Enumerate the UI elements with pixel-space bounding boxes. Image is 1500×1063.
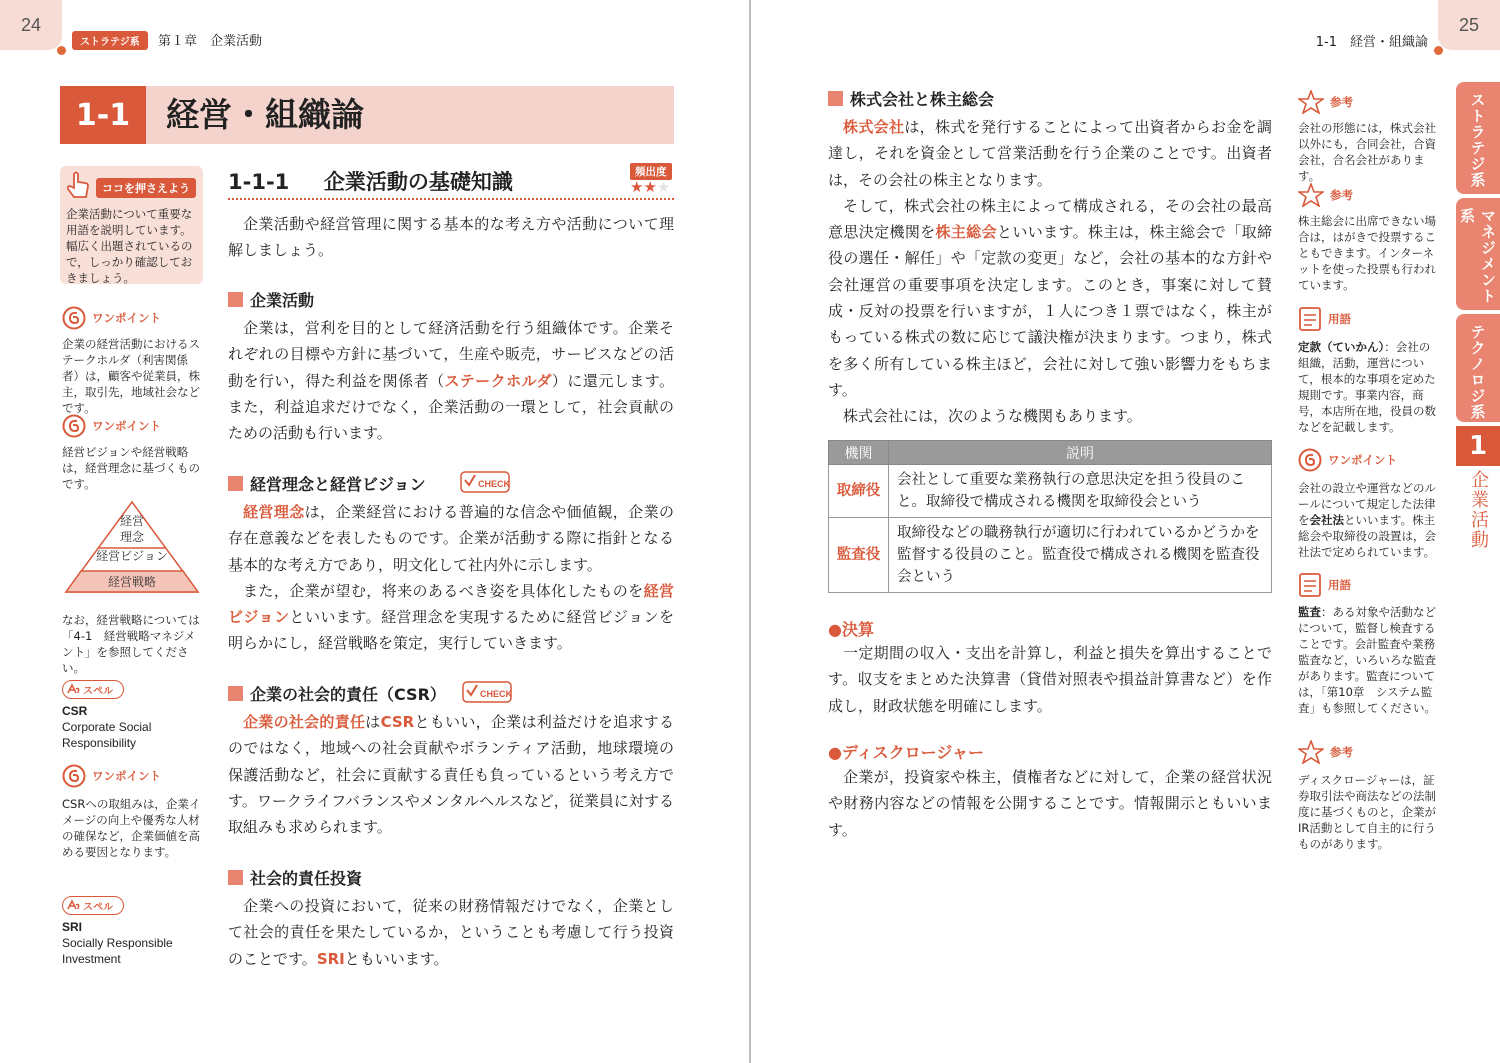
spell-label: スペル [83, 686, 113, 697]
sanko-text-2: 株主総会に出席できない場合は，はがきで投票することもできます。インターネットを使った投票も行われています。 [1298, 214, 1436, 292]
pyramid-label-middle: 経営ビジョン [96, 549, 168, 563]
heading-kabushiki-gaisha: 株式会社と株主総会 [828, 87, 994, 110]
pointing-hand-icon [64, 170, 92, 200]
koko-text: 企業活動について重要な用語を説明しています。幅広く出題されているので，しっかり確認しておきましょう。 [66, 207, 193, 285]
spell-abbr-csr: CSR [62, 704, 88, 718]
table-row [829, 465, 1272, 518]
category-badge: ストラテジ系 [72, 31, 148, 50]
sanko-label: 参考 [1330, 95, 1353, 109]
section-band [60, 86, 674, 144]
spell-tag [62, 680, 124, 699]
table-header-row [829, 441, 1272, 465]
intro-paragraph: 企業活動や経営管理に関する基本的な考え方や活動について理解しましょう。 [228, 215, 674, 260]
sanko-heading [1298, 183, 1353, 207]
sanko-heading [1298, 90, 1353, 114]
section-title: 経営・組織論 [166, 95, 364, 134]
chapter-header: 第１章 企業活動 [158, 34, 263, 49]
onepoint-icon [62, 306, 86, 330]
tab-strategy[interactable]: ストラテジ系 [1456, 82, 1500, 194]
paragraph-disclosure: 企業が，投資家や株主，債権者などに対して，企業の経営状況や財務内容などの情報を公開することです。情報開示ともいいます。 [828, 768, 1272, 839]
tab-management[interactable]: マネジメント系 [1456, 198, 1500, 310]
spell-abbr-sri: SRI [62, 920, 83, 934]
heading-square [828, 91, 843, 106]
yougo-text-2: 監査：ある対象や活動などについて，監督し検査することです。会計監査や業務監査など，いろいろな監査があります。監査については，「第10章 システム監査」も参照してください。 [1298, 605, 1436, 715]
sanko-icon [1298, 183, 1324, 207]
frequency-label: 頻出度 [630, 163, 672, 180]
table-cell-desc: 取締役などの職務執行が適切に行われているかどうかを監督する役員のこと。監査役で構成される機関を監査役会という [889, 518, 1272, 593]
sanko-text-1: 会社の形態には，株式会社以外にも，合同会社，合資会社，合名会社があります。 [1298, 121, 1436, 183]
tab-active-label[interactable]: 企業活動 [1468, 470, 1489, 550]
heading-square [228, 686, 243, 701]
onepoint-heading [62, 764, 161, 788]
sanko-label: 参考 [1330, 745, 1353, 759]
pyramid-label-top2: 理念 [119, 530, 144, 544]
heading-kessan: ●決算 [828, 620, 874, 639]
pyramid-label-bottom: 経営戦略 [107, 575, 156, 589]
spell-icon [67, 899, 81, 911]
onepoint-text-right: 会社の設立や運営などのルールについて規定した法律を会社法といいます。株主総会や取締役の設置は，会社法で定められています。 [1298, 481, 1436, 559]
yougo-heading [1298, 306, 1351, 332]
term-keiei-vision: 経営ビジョン [228, 581, 674, 627]
onepoint-icon [62, 764, 86, 788]
heading-kigyo-katsudo: 企業活動 [228, 288, 314, 311]
table-header-cell: 機関 [829, 441, 889, 465]
heading-square [228, 870, 243, 885]
page-number-right: 25 [1438, 0, 1500, 50]
svg-text:CHECK: CHECK [480, 689, 512, 699]
paragraph-csr: 企業の社会的責任はCSRともいい，企業は利益だけを追求するのではなく，地域への社会貢献やボランティア活動，地球環境の保護活動など，社会に貢献する責任も負っているという考え方です。ワークライフバランスやメンタルヘルスなど，従業員に対する取組みも求められます。 [228, 713, 674, 837]
sanko-heading [1298, 740, 1353, 764]
spell-full-csr-2: Responsibility [62, 736, 137, 750]
term-csr: CSR [380, 713, 415, 731]
onepoint-icon [1298, 448, 1322, 472]
sanko-icon [1298, 90, 1324, 114]
heading-square [228, 476, 243, 491]
table-row [829, 518, 1272, 593]
heading-csr: 企業の社会的責任（CSR） [228, 682, 446, 705]
onepoint-label: ワンポイント [92, 419, 161, 433]
paragraph-kigyo-katsudo: 企業は，営利を目的として経済活動を行う組織体です。企業それぞれの目標や方針に基づいて，生産や販売，サービスなどの活動を行い，得た利益を関係者（ステークホルダ）に還元します。また，利益追求だけでなく，企業活動の一環として，社会貢献のための活動も行います。 [228, 319, 674, 443]
onepoint-heading [1298, 448, 1397, 472]
tab-technology[interactable]: テクノロジ系 [1456, 314, 1500, 422]
sanko-icon [1298, 740, 1324, 764]
onepoint-heading [62, 414, 161, 438]
spell-label: スペル [83, 902, 113, 913]
onepoint-label: ワンポイント [92, 311, 161, 325]
subsection-name: 企業活動の基礎知識 [323, 170, 513, 194]
glossary-book-icon [1298, 306, 1322, 332]
heading-square [228, 292, 243, 307]
table-header-cell: 説明 [889, 441, 1272, 465]
star-empty-icon: ★ [656, 178, 671, 196]
sanko-label: 参考 [1330, 188, 1353, 202]
term-csr-jp: 企業の社会的責任 [243, 713, 366, 731]
yougo-label: 用語 [1328, 312, 1351, 326]
section-number: 1-1 [60, 86, 146, 144]
onepoint-label: ワンポイント [92, 769, 161, 783]
section-header-right: 1-1 経営・組織論 [1315, 35, 1428, 50]
heading-disclosure: ●ディスクロージャー [828, 743, 985, 762]
star-icon: ★ [630, 178, 644, 196]
table-cell-desc: 会社として重要な業務執行の意思決定を担う役員のこと。取締役で構成される機関を取締役会という [889, 465, 1272, 518]
onepoint-text-3: CSRへの取組みは，企業イメージの向上や優秀な人材の確保など，企業価値を高める要因となります。 [62, 797, 201, 859]
koko-label: ココを押さえよう [96, 178, 196, 198]
frequency-stars [630, 178, 670, 196]
subsection-rule [228, 198, 674, 200]
book-spine [749, 0, 751, 1063]
onepoint-label: ワンポイント [1328, 453, 1397, 467]
term-stakeholder: ステークホルダ [444, 371, 552, 390]
spell-full-sri-1: Socially Responsible [62, 936, 173, 950]
page-dot [57, 46, 66, 55]
term-keiei-rinen: 経営理念 [243, 503, 305, 521]
sanko-text-3: ディスクロージャーは，証券取引法や商法などの法制度に基づくものと，企業がIR活動として自主的に行うものがあります。 [1298, 773, 1436, 851]
paragraph-kabushiki-gaisha: 株式会社は，株式を発行することによって出資者からお金を調達し，それを資金として営業活動を行う企業のことです。出資者は，その会社の株主となります。 そして，株式会社の株主によって構成される，その会社の最高意思決定機関を株主総会といいます。株主は，株主総会で「取締役の選任・解任」や「定款の変更」など，会社の基本的な方針や会社運営の重要事項を決定します。このとき，事案に対して賛成・反対の投票を行いますが，１人につき１票ではなく，株主がもっている株式の数に応じて議決権が決まります。つまり，株式を多く所有している株主ほど，会社に対して強い影響力をもちます。 株式会社には，次のような機関もあります。 [828, 118, 1272, 426]
pyramid-label-top1: 経営 [119, 514, 144, 528]
onepoint-icon [62, 414, 86, 438]
onepoint-text-2: 経営ビジョンや経営戦略は，経営理念に基づくものです。 [62, 445, 200, 491]
heading-keiei-rinen: 経営理念と経営ビジョン [228, 472, 426, 495]
yougo-heading [1298, 572, 1351, 598]
onepoint-heading [62, 306, 161, 330]
table-cell-key: 監査役 [829, 518, 889, 593]
paragraph-kessan: 一定期間の収入・支出を計算し，利益と損失を算出することです。収支をまとめた決算書（貸借対照表や損益計算書など）を作成し，財政状態を明確にします。 [828, 644, 1272, 715]
term-kabunushi-sokai: 株主総会 [935, 223, 997, 242]
spell-full-sri-2: Investment [62, 952, 121, 966]
paragraph-keiei-rinen: 経営理念は，企業経営における普遍的な信念や価値観，企業の存在意義などを表したものです。企業が活動する際に指針となる基本的な考え方であり，明文化して社内外に示します。 また，企業が望む，将来のあるべき姿を具体化したものを経営ビジョンといいます。経営理念を実現するために経営ビジョンを明らかにし，経営戦略を策定，実行していきます。 [228, 503, 674, 653]
check-icon [460, 470, 510, 494]
page-dot [1434, 46, 1443, 55]
heading-sri: 社会的責任投資 [228, 866, 362, 889]
yougo-label: 用語 [1328, 578, 1351, 592]
glossary-book-icon [1298, 572, 1322, 598]
term-sri: SRI [316, 949, 345, 968]
star-icon: ★ [643, 178, 657, 196]
term-kabushiki-gaisha: 株式会社 [843, 118, 905, 136]
table-cell-key: 取締役 [829, 465, 889, 518]
paragraph-sri: 企業への投資において，従来の財務情報だけでなく，企業として社会的責任を果たしているか，ということも考慮して行う投資のことです。SRIともいいます。 [228, 897, 674, 968]
page-number-left: 24 [0, 0, 62, 50]
subsection-number: 1-1-1 [228, 170, 290, 194]
subsection-title [228, 166, 513, 196]
tab-active-number[interactable]: 1 [1456, 426, 1500, 466]
spell-full-csr-1: Corporate Social [62, 720, 152, 734]
check-icon [462, 680, 512, 704]
spell-icon [67, 683, 81, 695]
spell-tag [62, 896, 124, 915]
left-page [0, 0, 749, 1063]
yougo-text-1: 定款（ていかん）：会社の組織，活動，運営について，根本的な事項を定めた規則です。事業内容，商号，本店所在地，役員の数などを記載します。 [1298, 340, 1436, 434]
svg-text:CHECK: CHECK [478, 479, 510, 489]
organ-table [828, 440, 1272, 593]
pyramid-note: なお，経営戦略については「4-1 経営戦略マネジメント」を参照してください。 [62, 613, 200, 675]
onepoint-text-1: 企業の経営活動におけるステークホルダ（利害関係者）は，顧客や従業員，株主，取引先，地域社会などです。 [62, 337, 200, 415]
